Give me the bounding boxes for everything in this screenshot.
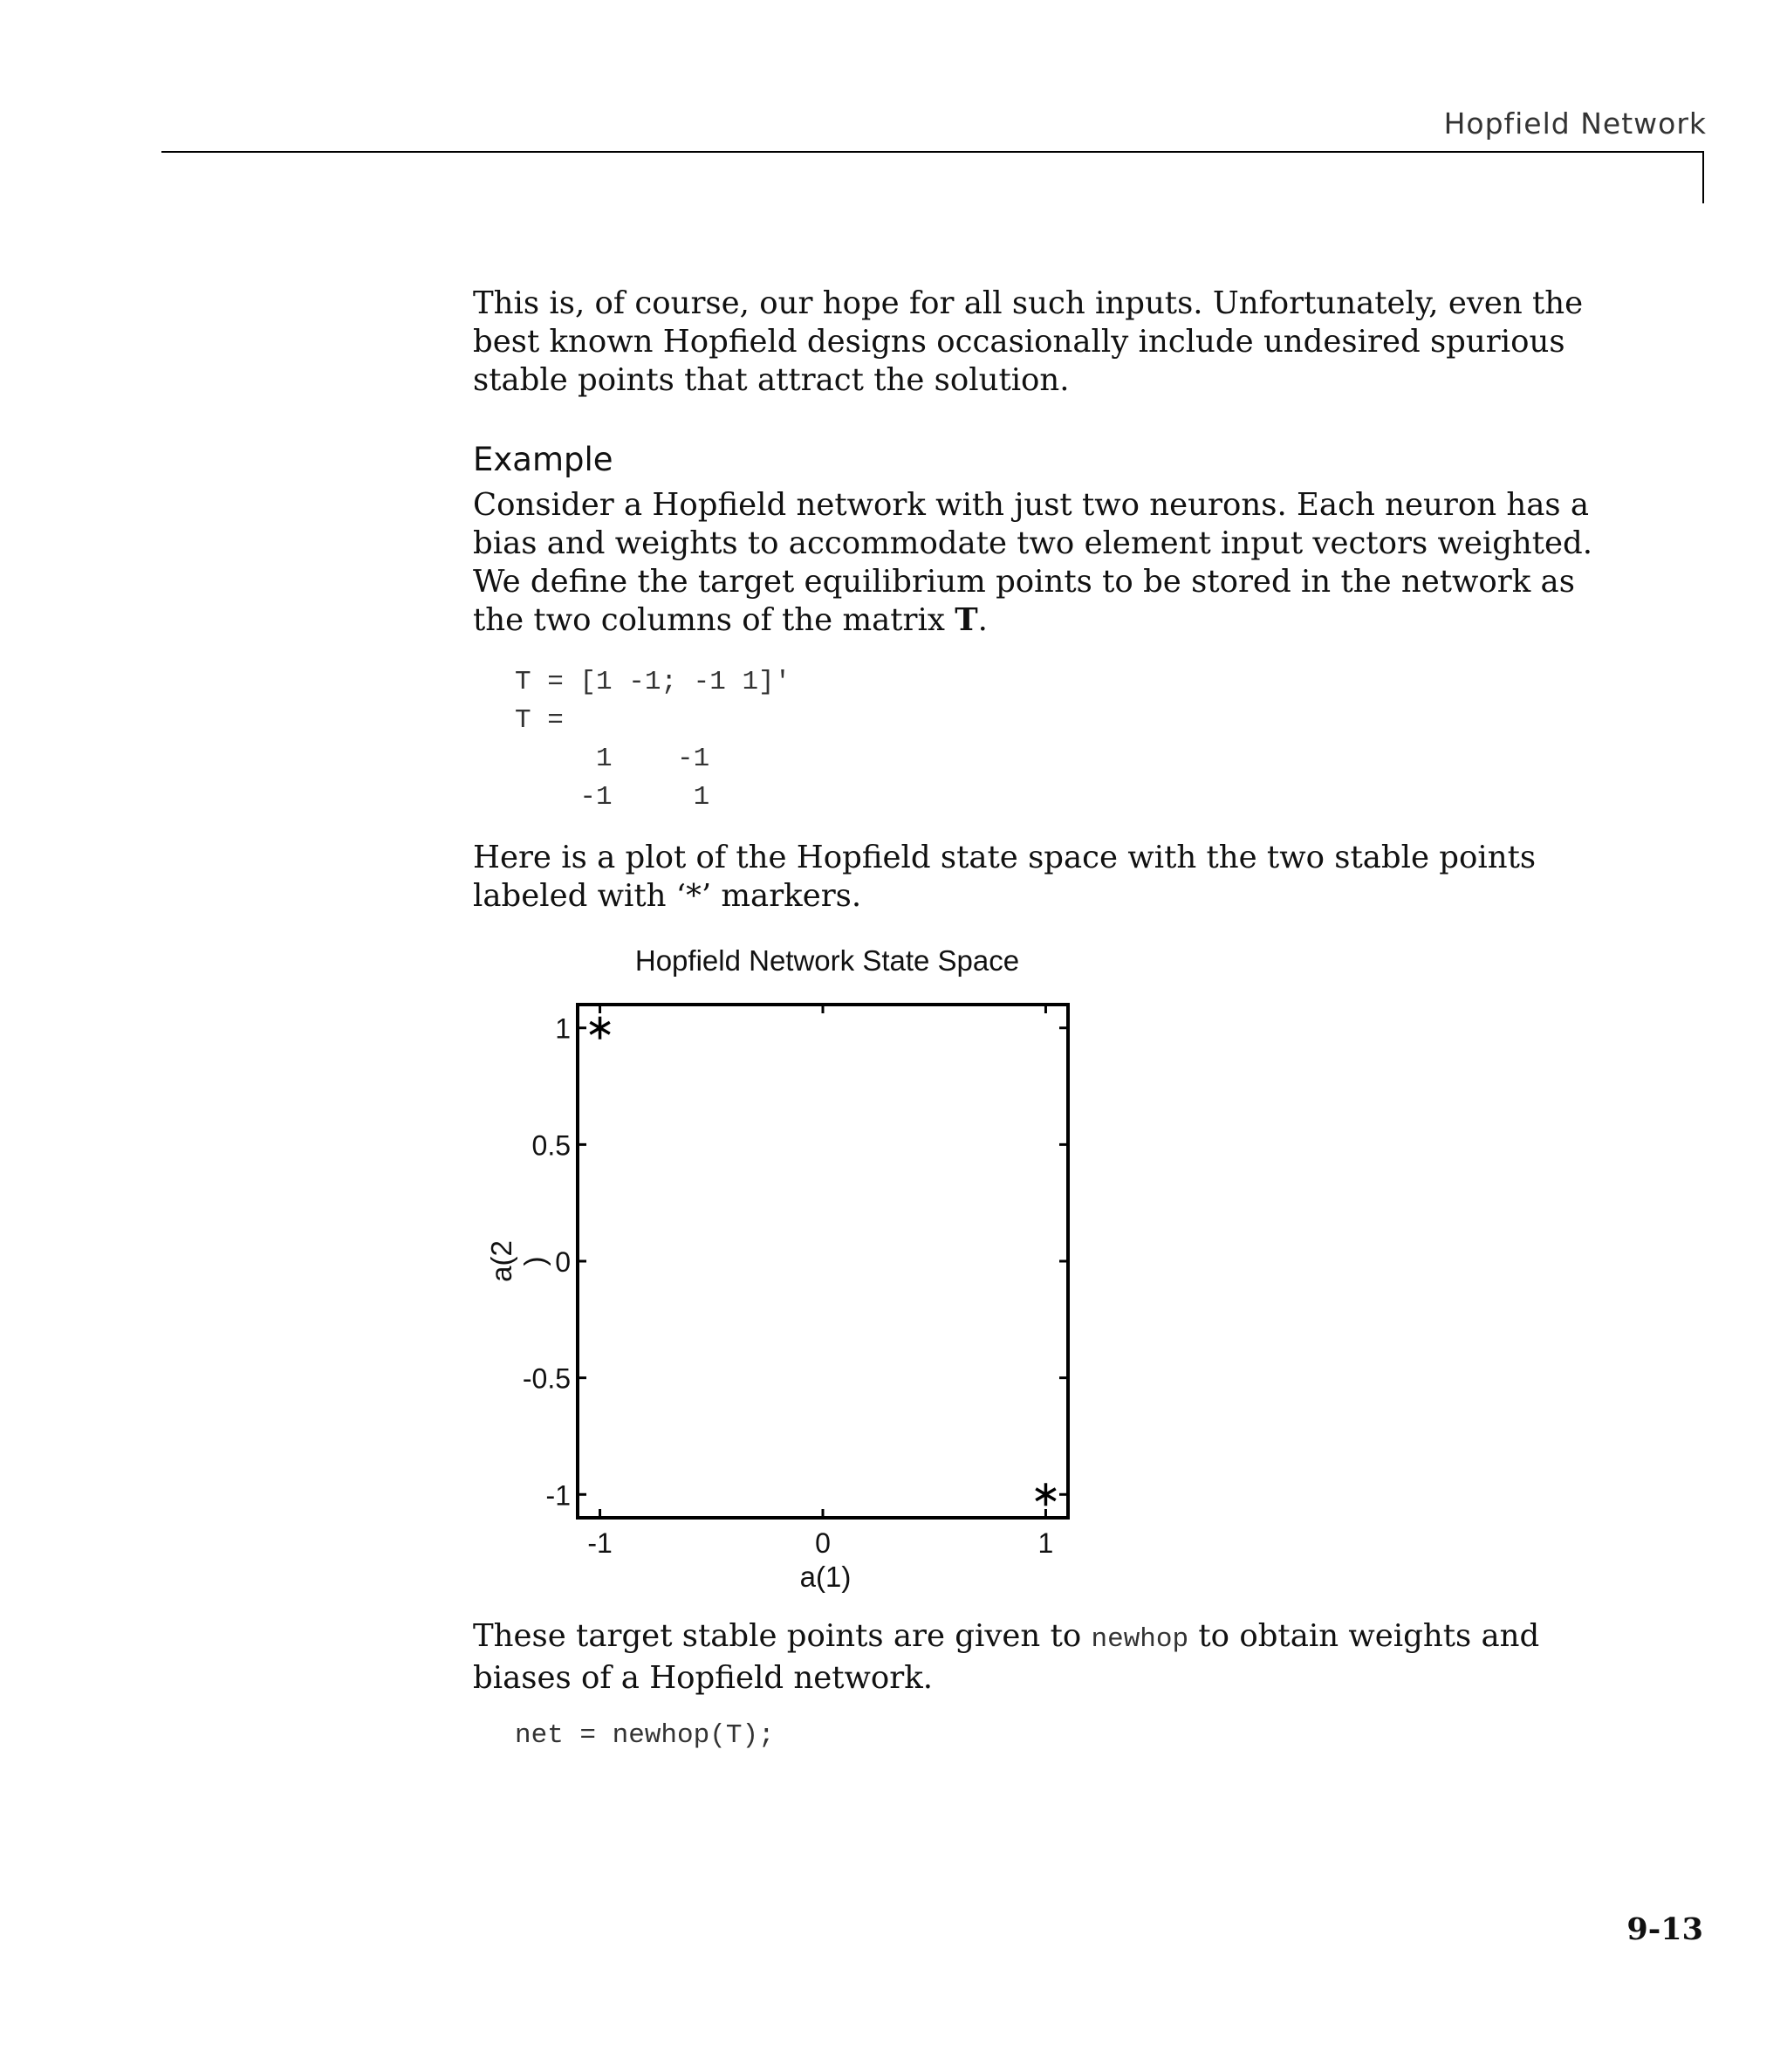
y-axis-label-line: ) <box>518 1256 551 1266</box>
y-tick-label: -0.5 <box>522 1362 571 1395</box>
paragraph-spurious-points: This is, of course, our hope for all such inputs. Unfortunately, even the best known Hopfield designs occasionally include undesired spurious stable points that attract the solution. <box>473 285 1584 398</box>
paragraph-example-text: Consider a Hopfield network with just two neurons. Each neuron has a bias and weights to accommodate two element input vectors weighted. We define the target equilibrium points to be stored in the network as the two columns of the matrix <box>473 487 1593 638</box>
code-line: 1 -1 <box>515 744 710 774</box>
asterisk-marker <box>590 1017 610 1039</box>
asterisk-marker <box>1036 1483 1056 1506</box>
axis-ticks <box>578 1005 1068 1518</box>
y-tick-label: 0 <box>555 1246 571 1278</box>
y-tick-label: 0.5 <box>531 1129 571 1162</box>
x-tick-label: 1 <box>1037 1527 1054 1559</box>
page-number: 9-13 <box>1626 1911 1703 1947</box>
x-tick-label: -1 <box>587 1527 613 1559</box>
paragraph-plot-intro: Here is a plot of the Hopfield state space with the two stable points labeled with ‘*’ markers. <box>473 840 1537 914</box>
x-axis-label: a(1) <box>799 1561 852 1593</box>
code-block-newhop: net = newhop(T); <box>515 1720 775 1751</box>
running-header: Hopfield Network <box>1443 106 1707 141</box>
code-line: -1 1 <box>515 782 710 813</box>
section-heading-example: Example <box>473 441 613 478</box>
code-line: T = [1 -1; -1 1]' <box>515 667 791 697</box>
x-tick-label: 0 <box>815 1527 831 1559</box>
y-axis-label-line: a(2 <box>485 1240 517 1282</box>
paragraph-example-end: . <box>977 602 988 638</box>
y-tick-label: 1 <box>555 1012 571 1045</box>
chart-title: Hopfield Network State Space <box>634 944 1020 977</box>
plot-frame <box>578 1005 1068 1518</box>
x-tick-labels <box>587 1527 1053 1559</box>
code-line: T = <box>515 705 564 736</box>
paragraph-newhop-before: These target stable points are given to <box>473 1618 1092 1654</box>
data-points <box>590 1017 1055 1506</box>
y-tick-label: -1 <box>545 1479 571 1512</box>
paragraph-newhop <box>473 1617 1633 1698</box>
inline-code-newhop: newhop <box>1091 1624 1189 1655</box>
y-axis-label <box>485 1240 551 1282</box>
matrix-symbol: T <box>955 602 978 638</box>
paragraph-newhop-after: to obtain weights and biases of a Hopfield network. <box>473 1618 1540 1696</box>
